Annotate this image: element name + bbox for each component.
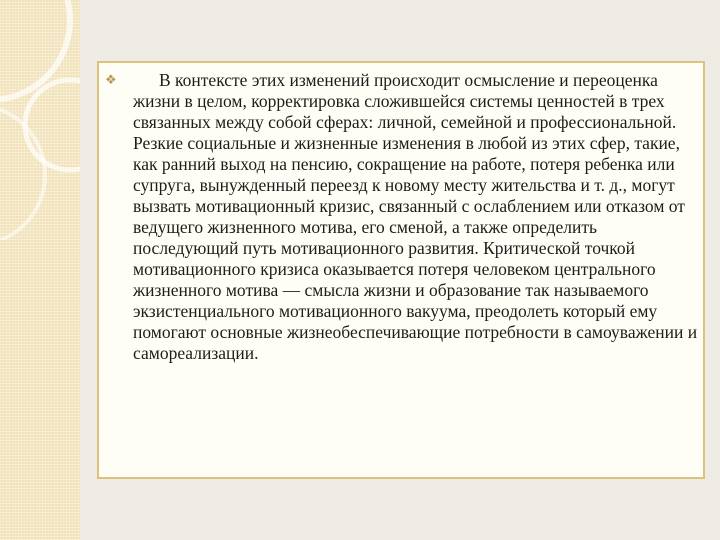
decorative-circles xyxy=(0,0,80,240)
diamond-flower-bullet-icon: ❖ xyxy=(105,72,117,87)
body-paragraph: В контексте этих изменений происходит осмысление и переоценка жизни в целом, корректировка сложившейся системы ценностей в трех связанных между собой сферах: личной, семейной и профессиональной. Резкие социальные и жизненные изменения в любой из этих сфер, такие, как ранний выход на пенсию, сокращение на работе, потеря ребенка или супруга, вынужденный переезд к новому месту жительства и т. д., могут вызвать мотивационный кризис, связанный с ослаблением или отказом от ведущего жизненного мотива, его сменой, а также определить последующий путь мотивационного развития. Критической точкой мотивационного кризиса оказывается потеря человеком центрального жизненного мотива — смысла жизни и образование так называемого экзистенциального мотивационного вакуума, преодолеть который ему помогают основные жизнеобеспечивающие потребности в самоуважении и самореализации. xyxy=(133,70,698,363)
decorative-side-band xyxy=(0,0,80,540)
